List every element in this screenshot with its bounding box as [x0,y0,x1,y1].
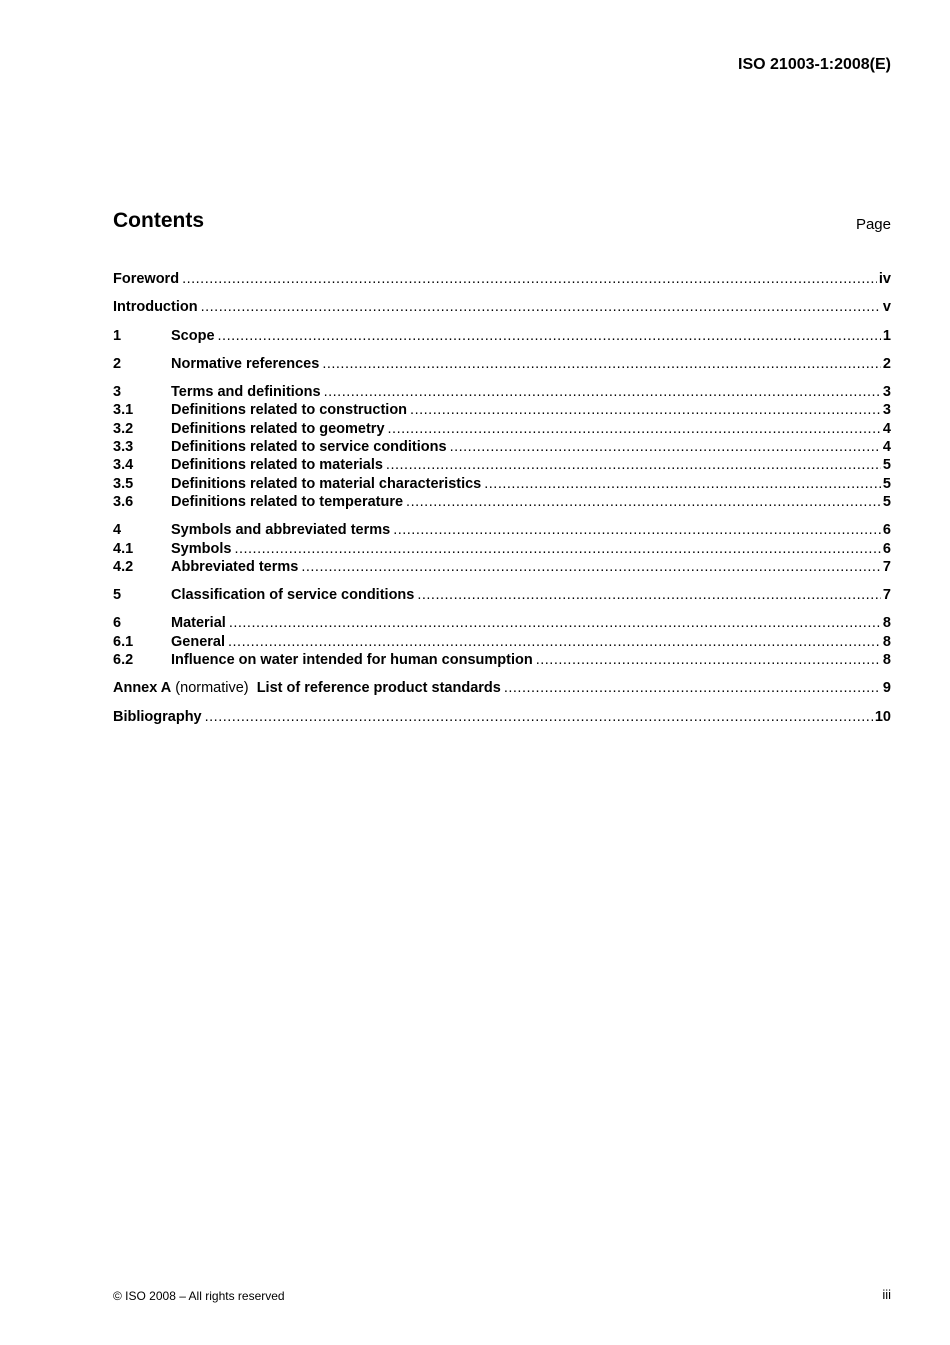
toc-entry-title [171,614,226,632]
toc-entry-title-text: Definitions related to service conditions [171,439,447,456]
toc-entry-number: 3.5 [113,475,134,492]
toc-group [113,586,891,604]
toc-entry-title [171,355,319,373]
toc-entry[interactable] [113,651,891,669]
toc-entry[interactable] [113,633,891,651]
toc-entry[interactable] [113,420,891,438]
document-id: ISO 21003-1:2008(E) [738,56,891,73]
toc-entry-title [171,327,215,345]
toc-entry[interactable] [113,558,891,576]
toc-entry[interactable] [113,540,891,558]
toc-group [113,383,891,511]
toc-entry[interactable] [113,456,891,474]
toc-entry-number: 3.6 [113,493,134,510]
toc-entry-title [171,456,383,474]
toc-entry[interactable] [113,270,891,288]
toc-dot-leader [386,456,881,474]
toc-entry-title [171,540,231,558]
toc-entry-page: 10 [874,708,891,725]
toc-dot-leader [388,420,881,438]
toc-entry-page: 3 [882,384,891,401]
toc-entry-page: v [882,299,891,316]
toc-group [113,679,891,697]
toc-group [113,521,891,576]
toc-entry[interactable] [113,586,891,604]
toc-group [113,298,891,316]
toc-entry-annex-type: (normative) [171,680,257,697]
toc-entry-page: 7 [882,558,891,575]
toc-dot-leader [201,298,881,316]
toc-entry-title-text: Material [171,615,226,632]
toc-entry-number: 6.2 [113,652,134,669]
toc-dot-leader [504,679,881,697]
toc-entry-title-text: Definitions related to geometry [171,420,385,437]
toc-entry-number: 6 [113,615,122,632]
toc-dot-leader [301,558,881,576]
toc-entry-title-text: Definitions related to temperature [171,493,404,510]
toc-entry-title-text: Bibliography [113,708,202,725]
toc-entry-page: 9 [882,680,891,697]
toc-entry-page: 5 [882,493,891,510]
toc-dot-leader [205,708,873,726]
toc-entry-number: 4 [113,522,122,539]
page-column-label: Page [855,216,891,233]
toc-group [113,355,891,373]
toc-entry-number: 5 [113,587,122,604]
toc-entry-title-text: Definitions related to materials [171,457,383,474]
toc-entry-title-text: Scope [171,327,215,344]
toc-entry-page: 8 [882,615,891,632]
toc-entry-title-text: Abbreviated terms [171,558,299,575]
toc-entry-page: 5 [882,457,891,474]
toc-entry-number: 3.4 [113,457,134,474]
toc-entry-title [113,298,198,316]
toc-dot-leader [324,383,881,401]
toc-group [113,708,891,726]
toc-entry-title [171,633,225,651]
toc-entry-annex-title: List of reference product standards [256,680,501,697]
toc-entry-title [171,558,298,576]
toc-entry-number: 4.1 [113,540,134,557]
toc-entry-page: 3 [882,402,891,419]
toc-dot-leader [406,493,881,511]
toc-entry-page: 6 [882,540,891,557]
toc-dot-leader [536,651,881,669]
toc-dot-leader [393,521,881,539]
toc-entry[interactable] [113,327,891,345]
toc-dot-leader [450,438,881,456]
toc-entry-title [171,493,403,511]
toc-group [113,614,891,669]
toc-entry-number: 6.1 [113,633,134,650]
toc-entry[interactable] [113,475,891,493]
toc-entry-title-text: Foreword [113,271,180,287]
toc-entry-title-text: Normative references [171,355,320,372]
toc-entry-number: 3.1 [113,402,134,419]
toc-entry-number: 3.3 [113,439,134,456]
footer-copyright: © ISO 2008 – All rights reserved [113,1289,285,1303]
toc-entry-title [171,420,385,438]
toc-entry-title [171,475,481,493]
toc-entry[interactable] [113,679,891,697]
toc-entry[interactable] [113,401,891,419]
toc-entry-title-text: Terms and definitions [171,384,321,401]
toc-entry-title [171,586,414,604]
toc-entry-title-text: Definitions related to material characteristics [171,475,482,492]
toc-entry-title [113,708,202,726]
toc-entry[interactable] [113,383,891,401]
toc-entry-page: 7 [882,587,891,604]
toc-dot-leader [218,327,881,345]
footer-page-number: iii [882,1287,891,1302]
toc-entry-page: 5 [882,475,891,492]
toc-entry-title [113,679,501,697]
toc-entry-title-text: Influence on water intended for human consumption [171,652,533,669]
toc-entry-title [171,438,447,456]
toc-entry-number: 3.2 [113,420,134,437]
toc-entry-page: 4 [882,439,891,456]
toc-entry-title-text: Symbols and abbreviated terms [171,522,391,539]
toc-entry-number: 1 [113,327,122,344]
toc-entry-title-text: General [171,633,225,650]
toc-entry[interactable] [113,521,891,539]
toc-entry-title [171,401,407,419]
toc-entry-page: 8 [882,652,891,669]
toc-group [113,327,891,345]
toc-entry-title [171,383,321,401]
toc-entry-title-text: Definitions related to construction [171,402,408,419]
toc-entry-page: 8 [882,633,891,650]
toc-entry-page: 6 [882,522,891,539]
toc-entry-title-text: Introduction [113,299,198,316]
toc-entry-number: 2 [113,355,122,372]
toc-entry-title [171,521,390,539]
table-of-contents [113,270,891,736]
toc-entry-page: 1 [882,327,891,344]
toc-entry-title-text: Classification of service conditions [171,587,415,604]
toc-dot-leader [228,633,881,651]
toc-dot-leader [322,355,881,373]
toc-dot-leader [410,401,881,419]
toc-entry-page: 4 [882,420,891,437]
toc-dot-leader [417,586,881,604]
contents-heading: Contents [113,209,204,232]
toc-entry[interactable] [113,298,891,316]
toc-entry-title [113,270,179,288]
toc-entry[interactable] [113,493,891,511]
toc-entry-title-text: Symbols [171,540,232,557]
toc-dot-leader [234,540,880,558]
toc-dot-leader [484,475,881,493]
toc-entry-number: 4.2 [113,558,134,575]
toc-entry-page: 2 [882,355,891,372]
toc-dot-leader [182,270,877,288]
toc-entry-number: 3 [113,384,122,401]
toc-group [113,270,891,288]
toc-entry[interactable] [113,614,891,632]
toc-entry-title-text: Annex A [113,680,172,697]
toc-entry-page: iv [878,271,891,287]
toc-entry[interactable] [113,355,891,373]
toc-entry-title [171,651,533,669]
toc-entry[interactable] [113,708,891,726]
toc-entry[interactable] [113,438,891,456]
toc-dot-leader [229,614,881,632]
